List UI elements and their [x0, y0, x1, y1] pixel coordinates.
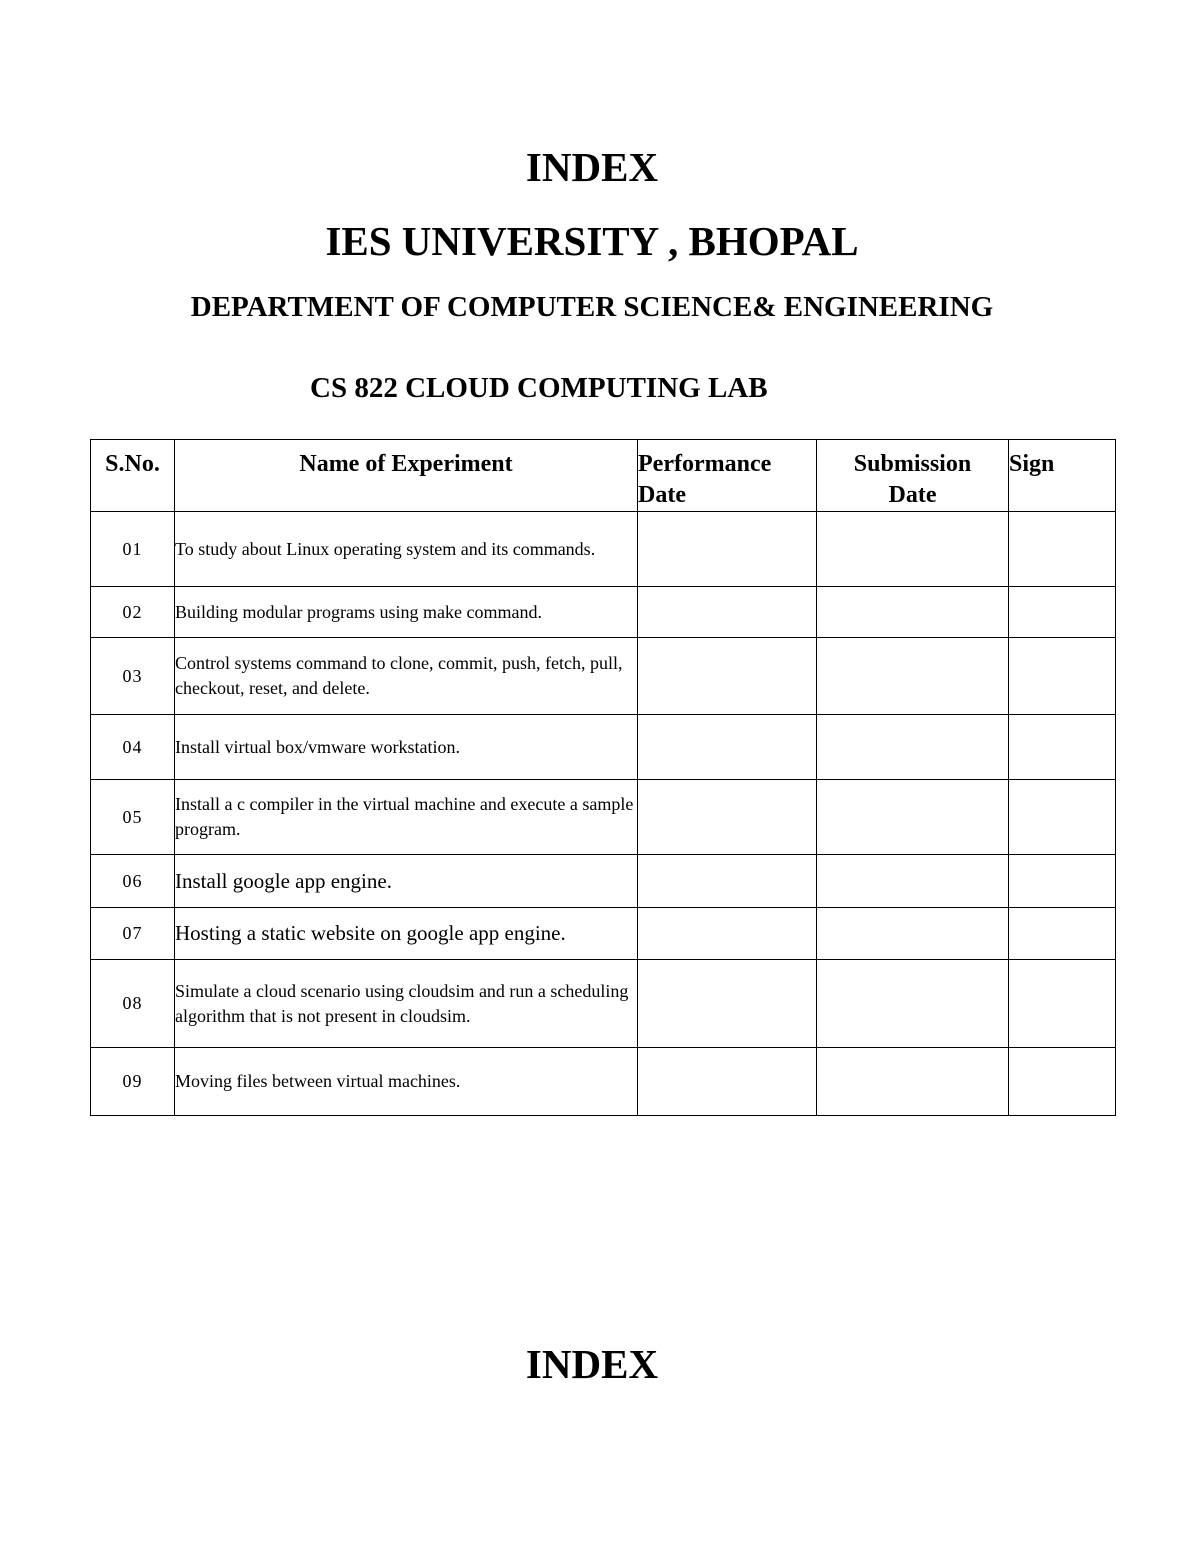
table-row — [91, 780, 1116, 855]
page-title-index: INDEX — [525, 144, 659, 190]
row-sno: 04 — [91, 715, 175, 780]
performance-date-cell[interactable] — [638, 638, 817, 715]
sign-cell[interactable] — [1009, 715, 1116, 780]
page-title-index-bottom: INDEX — [525, 1341, 659, 1387]
row-sno: 06 — [91, 855, 175, 908]
row-experiment-name: Install virtual box/vmware workstation. — [175, 715, 638, 780]
row-experiment-name: Moving files between virtual machines. — [175, 1048, 638, 1116]
department-title: DEPARTMENT OF COMPUTER SCIENCE& ENGINEERING — [190, 291, 994, 323]
sign-cell[interactable] — [1009, 960, 1116, 1048]
header-submission-date — [817, 440, 1009, 512]
submission-date-cell[interactable] — [817, 960, 1009, 1048]
performance-date-cell[interactable] — [638, 587, 817, 638]
row-sno: 09 — [91, 1048, 175, 1116]
sign-cell[interactable] — [1009, 855, 1116, 908]
table-header-row — [91, 440, 1116, 512]
header-sno: S.No. — [91, 440, 175, 512]
header-submission-date-label: Date — [888, 482, 937, 508]
university-title: IES UNIVERSITY , BHOPAL — [325, 218, 859, 264]
lab-title: CS 822 CLOUD COMPUTING LAB — [310, 372, 768, 404]
table-row — [91, 1048, 1116, 1116]
performance-date-cell[interactable] — [638, 1048, 817, 1116]
header-submission-label: Submission — [853, 451, 972, 477]
submission-date-cell[interactable] — [817, 855, 1009, 908]
row-experiment-name: Building modular programs using make command. — [175, 587, 638, 638]
row-sno: 01 — [91, 512, 175, 587]
submission-date-cell[interactable] — [817, 638, 1009, 715]
sign-cell[interactable] — [1009, 587, 1116, 638]
sign-cell[interactable] — [1009, 1048, 1116, 1116]
submission-date-cell[interactable] — [817, 908, 1009, 960]
sign-cell[interactable] — [1009, 780, 1116, 855]
performance-date-cell[interactable] — [638, 855, 817, 908]
row-sno: 02 — [91, 587, 175, 638]
row-experiment-name: Control systems command to clone, commit, push, fetch, pull, checkout, reset, and delete. — [175, 638, 638, 715]
table-row — [91, 908, 1116, 960]
header-name-of-experiment: Name of Experiment — [175, 440, 638, 512]
sign-cell[interactable] — [1009, 908, 1116, 960]
sign-cell[interactable] — [1009, 512, 1116, 587]
submission-date-cell[interactable] — [817, 587, 1009, 638]
row-sno: 05 — [91, 780, 175, 855]
performance-date-cell[interactable] — [638, 715, 817, 780]
header-sign: Sign — [1009, 440, 1116, 512]
table-row — [91, 638, 1116, 715]
sign-cell[interactable] — [1009, 638, 1116, 715]
table-row — [91, 512, 1116, 587]
submission-date-cell[interactable] — [817, 1048, 1009, 1116]
performance-date-cell[interactable] — [638, 960, 817, 1048]
performance-date-cell[interactable] — [638, 780, 817, 855]
row-sno: 07 — [91, 908, 175, 960]
row-experiment-name: To study about Linux operating system and its commands. — [175, 512, 638, 587]
submission-date-cell[interactable] — [817, 715, 1009, 780]
performance-date-cell[interactable] — [638, 512, 817, 587]
row-experiment-name: Simulate a cloud scenario using cloudsim and run a scheduling algorithm that is not present in cloudsim. — [175, 960, 638, 1048]
header-performance-label: Performance — [638, 451, 772, 477]
row-sno: 03 — [91, 638, 175, 715]
row-experiment-name: Install google app engine. — [175, 855, 638, 908]
row-experiment-name: Install a c compiler in the virtual machine and execute a sample program. — [175, 780, 638, 855]
performance-date-cell[interactable] — [638, 908, 817, 960]
experiment-index-table — [90, 439, 1116, 1116]
submission-date-cell[interactable] — [817, 512, 1009, 587]
row-experiment-name: Hosting a static website on google app engine. — [175, 908, 638, 960]
header-performance-date — [638, 440, 817, 512]
table-row — [91, 855, 1116, 908]
row-sno: 08 — [91, 960, 175, 1048]
submission-date-cell[interactable] — [817, 780, 1009, 855]
table-row — [91, 587, 1116, 638]
header-performance-date-label: Date — [638, 482, 686, 508]
table-row — [91, 960, 1116, 1048]
table-row — [91, 715, 1116, 780]
